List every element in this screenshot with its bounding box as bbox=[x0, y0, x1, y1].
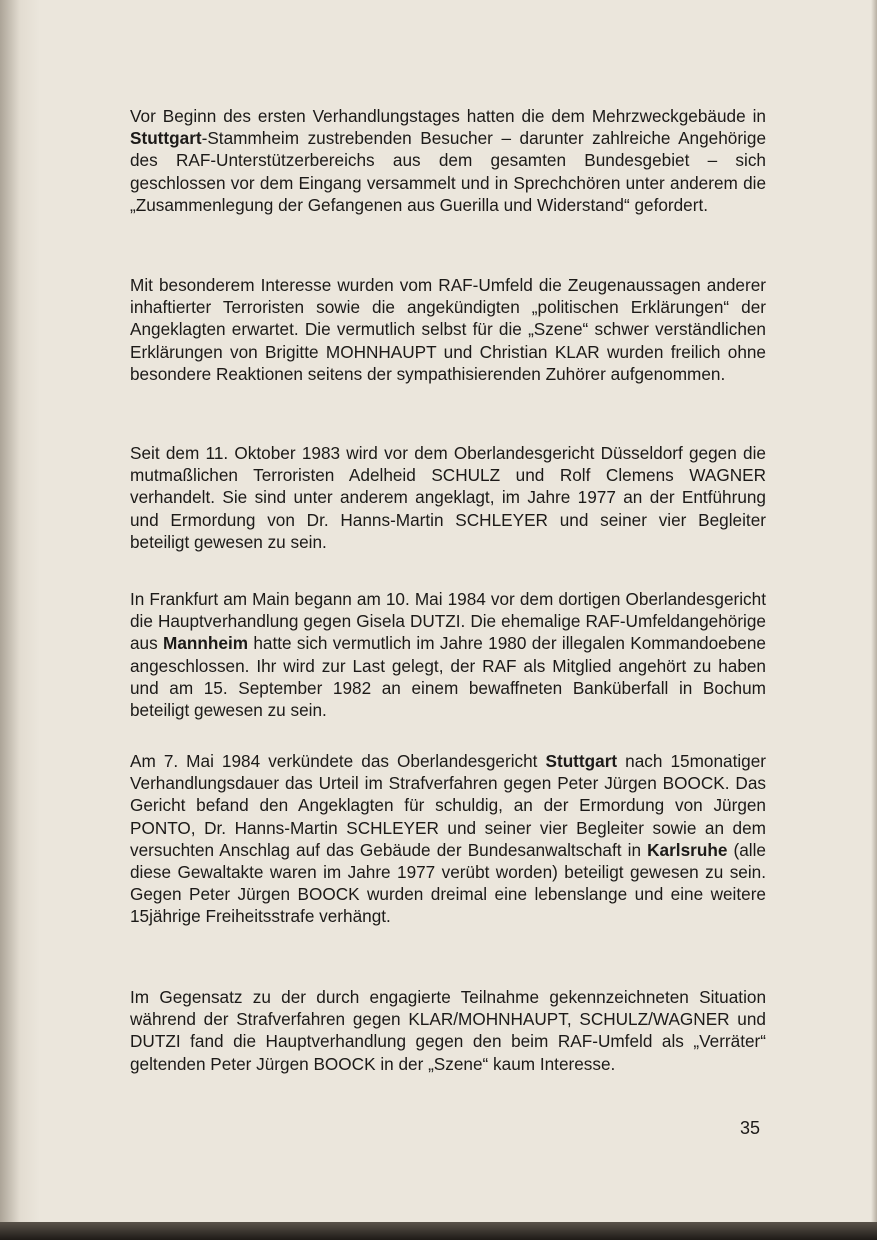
paragraph-scene-interest bbox=[130, 986, 766, 1075]
paragraph-text: Vor Beginn des ersten Verhandlungstages hatten die dem Mehrzweckgebäude in bbox=[130, 106, 766, 126]
paragraph-text: Am 7. Mai 1984 verkündete das Oberlandesgericht bbox=[130, 751, 546, 771]
paragraph-raf-interest bbox=[130, 274, 766, 385]
paragraph-text: hatte sich vermutlich im Jahre 1980 der illegalen Kommandoebene angeschlossen. Ihr wird zur Last gelegt, der RAF als Mitglied angehört zu haben und am 15. September 1982 an einem bewaffneten Banküberfall in Bochum beteiligt gewesen zu sein. bbox=[130, 633, 766, 721]
page-number: 35 bbox=[740, 1118, 761, 1138]
place-name-stuttgart: Stuttgart bbox=[130, 128, 202, 149]
paragraph-text: nach 15monatiger Verhandlungsdauer das Urteil im Strafverfahren gegen Peter Jürgen BOOCK. Das Gericht befand den Angeklagten für schuldig, an der Ermordung von Jürgen PONTO, Dr. Hanns-Martin SCHLEYER und seiner vier Begleiter sowie an dem versuchten Anschlag auf das Gebäude der Bundesanwaltschaft in bbox=[130, 751, 766, 860]
paragraph-text: (alle diese Gewaltakte waren im Jahre 1977 verübt worden) beteiligt gewesen zu sein. Gegen Peter Jürgen BOOCK wurden dreimal eine lebenslange und eine weitere 15jährige Freiheitsstrafe verhängt. bbox=[130, 839, 766, 927]
paragraph-stammheim-visitors bbox=[130, 105, 766, 216]
paragraph-text: In Frankfurt am Main begann am 10. Mai 1984 vor dem dortigen Oberlandesgericht die Hauptverhandlung gegen Gisela DUTZI. Die ehemalige RAF-Umfeldangehörige aus bbox=[130, 589, 766, 654]
paragraph-text: Seit dem 11. Oktober 1983 wird vor dem Oberlandesgericht Düsseldorf gegen die mutmaßlichen Terroristen Adelheid SCHULZ und Rolf Clemens WAGNER verhandelt. Sie sind unter anderem angeklagt, im Jahre 1977 an der Entführung und Ermordung von Dr. Hanns-Martin SCHLEYER und seiner vier Begleiter beteiligt gewesen zu sein. bbox=[130, 443, 766, 552]
paragraph-frankfurt-trial bbox=[130, 588, 766, 721]
place-name-mannheim: Mannheim bbox=[163, 633, 249, 654]
binding-shadow bbox=[0, 0, 40, 1222]
paragraph-boock-verdict bbox=[130, 750, 766, 928]
book-bottom-edge bbox=[0, 1222, 877, 1240]
paragraph-text: -Stammheim zustrebenden Besucher – darunter zahlreiche Angehörige des RAF-Unterstützerbereichs aus dem gesamten Bundesgebiet – sich geschlossen vor dem Eingang versammelt und in Sprechchören unter anderem die „Zusammenlegung der Gefangenen aus Guerilla und Widerstand“ gefordert. bbox=[130, 128, 766, 215]
place-name-stuttgart: Stuttgart bbox=[545, 751, 618, 771]
page-right-edge bbox=[871, 0, 877, 1222]
paragraph-duesseldorf-trial bbox=[130, 442, 766, 553]
paragraph-text: Mit besonderem Interesse wurden vom RAF-Umfeld die Zeugenaussagen anderer inhaftierter Terroristen sowie die angekündigten „politischen Erklärungen“ der Angeklagten erwartet. Die vermutlich selbst für die „Szene“ schwer verständlichen Erklärungen von Brigitte MOHNHAUPT und Christian KLAR wurden freilich ohne besondere Reaktionen seitens der sympathisierenden Zuhörer aufgenommen. bbox=[130, 275, 766, 384]
place-name-karlsruhe: Karlsruhe bbox=[647, 839, 728, 860]
paragraph-text: Im Gegensatz zu der durch engagierte Teilnahme gekennzeichneten Situation während der Strafverfahren gegen KLAR/MOHNHAUPT, SCHULZ/WAGNER und DUTZI fand die Hauptverhandlung gegen den beim RAF-Umfeld als „Verräter“ geltenden Peter Jürgen BOOCK in der „Szene“ kaum Interesse. bbox=[130, 987, 766, 1074]
